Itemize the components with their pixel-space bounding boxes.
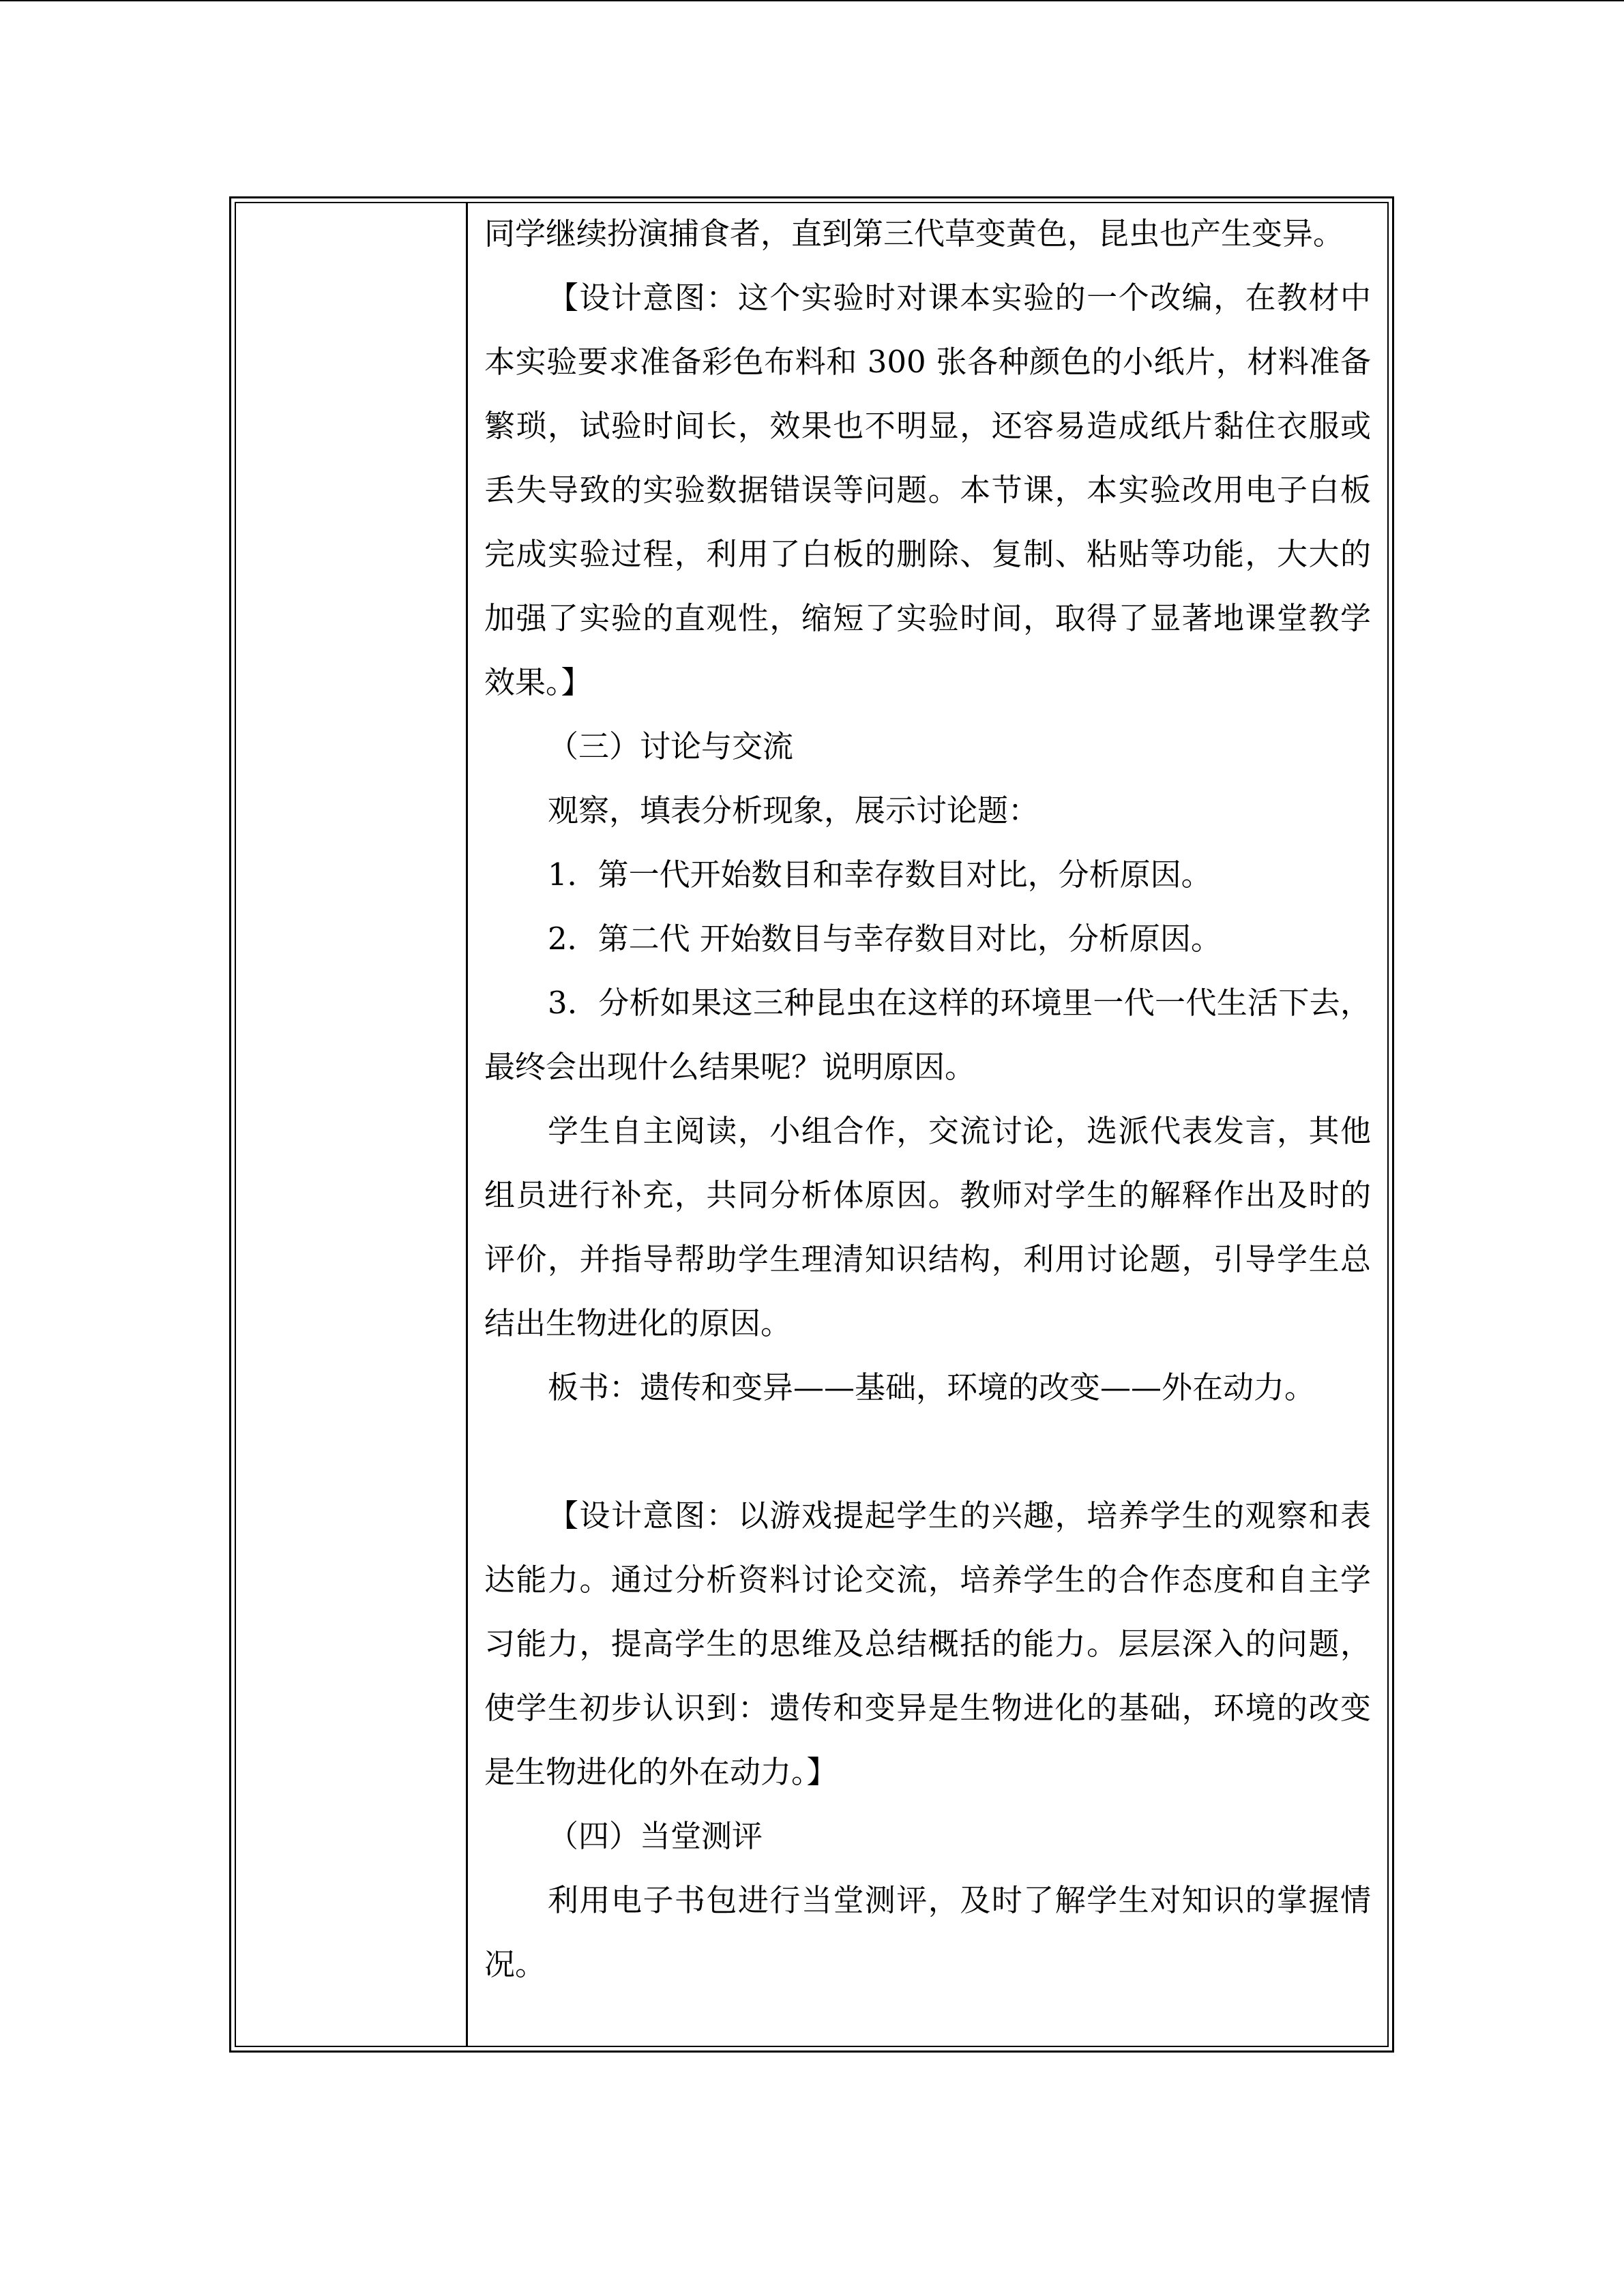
section-heading-assessment: （四）当堂测评	[548, 1818, 763, 1854]
blank-line	[484, 1420, 1371, 1484]
paragraph-continuation: 同学继续扮演捕食者，直到第三代草变黄色，昆虫也产生变异。	[484, 215, 1344, 252]
paragraph-observe: 观察，填表分析现象，展示讨论题：	[548, 792, 1039, 829]
question-item-2: 2．第二代 开始数目与幸存数目对比，分析原因。	[548, 921, 1222, 957]
section-heading-discussion: （三）讨论与交流	[548, 728, 794, 764]
table-column-divider	[466, 202, 468, 2047]
table-right-cell-content	[484, 202, 1371, 1997]
paragraph-student-activity: 学生自主阅读，小组合作，交流讨论，选派代表发言，其他组员进行补充，共同分析体原因。教师对学生的解释作出及时的评价，并指导帮助学生理清知识结构，利用讨论题，引导学生总结出生物进化的原因。	[484, 1113, 1371, 1341]
question-item-3: 3．分析如果这三种昆虫在这样的环境里一代一代生活下去，最终会出现什么结果呢？说明原因。	[484, 985, 1371, 1085]
paragraph-assessment: 利用电子书包进行当堂测评，及时了解学生对知识的掌握情况。	[484, 1882, 1371, 1982]
paragraph-design-intent-1: 【设计意图：这个实验时对课本实验的一个改编，在教材中本实验要求准备彩色布料和 300 张各种颜色的小纸片，材料准备繁琐，试验时间长，效果也不明显，还容易造成纸片黏住衣服或丢失导致的实验数据错误等问题。本节课，本实验改用电子白板完成实验过程，利用了白板的删除、复制、粘贴等功能，大大的加强了实验的直观性，缩短了实验时间，取得了显著地课堂教学效果。】	[484, 280, 1371, 700]
paragraph-design-intent-2: 【设计意图：以游戏提起学生的兴趣，培养学生的观察和表达能力。通过分析资料讨论交流，培养学生的合作态度和自主学习能力，提高学生的思维及总结概括的能力。层层深入的问题，使学生初步认识到：遗传和变异是生物进化的基础，环境的改变是生物进化的外在动力。】	[484, 1497, 1371, 1790]
page-top-rule	[0, 0, 1624, 1]
paragraph-board-notes: 板书：遗传和变异——基础，环境的改变——外在动力。	[548, 1369, 1316, 1405]
table-left-cell	[236, 203, 466, 2046]
question-item-1: 1．第一代开始数目和幸存数目对比，分析原因。	[548, 856, 1212, 893]
